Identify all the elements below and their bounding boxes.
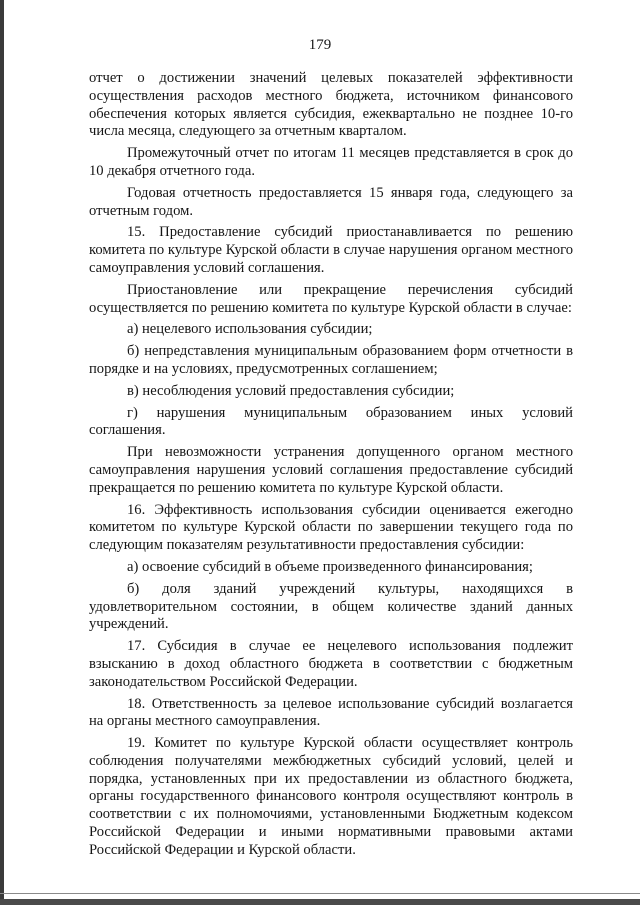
paragraph-interim-report: Промежуточный отчет по итогам 11 месяцев представляется в срок до 10 декабря отчетного года. [89, 145, 573, 179]
paragraph-suspension: Приостановление или прекращение перечисления субсидий осуществляется по решению комитета по культуре Курской области в случае: [89, 281, 573, 316]
paragraph-item-18: 18. Ответственность за целевое использование субсидий возлагается на органы местного самоуправления. [89, 695, 573, 730]
indicator-item-a: а) освоение субсидий в объеме произведенного финансирования; [127, 558, 533, 575]
scan-bottom-line [0, 893, 640, 894]
paragraph-item-17: 17. Субсидия в случае ее нецелевого использования подлежит взысканию в доход областного бюджета в соответствии с бюджетным законодательством Российской Федерации. [89, 638, 573, 690]
paragraph-annual-report: Годовая отчетность предоставляется 15 января года, следующего за отчетным годом. [89, 184, 573, 219]
indicator-item-b: б) доля зданий учреждений культуры, находящихся в удовлетворительном состоянии, в общем количестве зданий данных учреждений. [89, 580, 573, 633]
scan-left-edge [0, 0, 4, 905]
paragraph-item-19: 19. Комитет по культуре Курской области осуществляет контроль соблюдения получателями межбюджетных субсидий условий, целей и порядка, установленных при их предоставлении из областного бюджета, органы государственного финансового контроля осуществляют контроль в соответствии с их полномочиями, установленными Бюджетным кодексом Российской Федерации и иными нормативными правовыми актами Российской Федерации и Курской области. [89, 735, 573, 858]
list-item-b: б) непредставления муниципальным образованием форм отчетности в порядке и на условиях, предусмотренных соглашением; [89, 343, 573, 377]
list-item-v: в) несоблюдения условий предоставления субсидии; [127, 382, 455, 399]
paragraph-report-continuation: отчет о достижении значений целевых показателей эффективности осуществления расходов местного бюджета, источником финансового обеспечения которых является субсидия, ежеквартально не позднее 10-го числа месяца, следующего за отчетным кварталом. [89, 70, 573, 140]
page-number: 179 [308, 37, 332, 53]
paragraph-item-15: 15. Предоставление субсидий приостанавливается по решению комитета по культуре Курской области в случае нарушения органом местного самоуправления условий соглашения. [89, 224, 573, 276]
list-item-g: г) нарушения муниципальным образованием иных условий соглашения. [89, 404, 573, 439]
paragraph-termination: При невозможности устранения допущенного органом местного самоуправления нарушения условий соглашения предоставление субсидий прекращается по решению комитета по культуре Курской области. [89, 444, 573, 496]
scan-bottom-edge [0, 899, 640, 905]
document-body [89, 70, 573, 860]
list-item-a: а) нецелевого использования субсидии; [127, 321, 373, 338]
paragraph-item-16: 16. Эффективность использования субсидии оценивается ежегодно комитетом по культуре Курской области по завершении текущего года по следующим показателям результативности предоставления субсидии: [89, 501, 573, 554]
